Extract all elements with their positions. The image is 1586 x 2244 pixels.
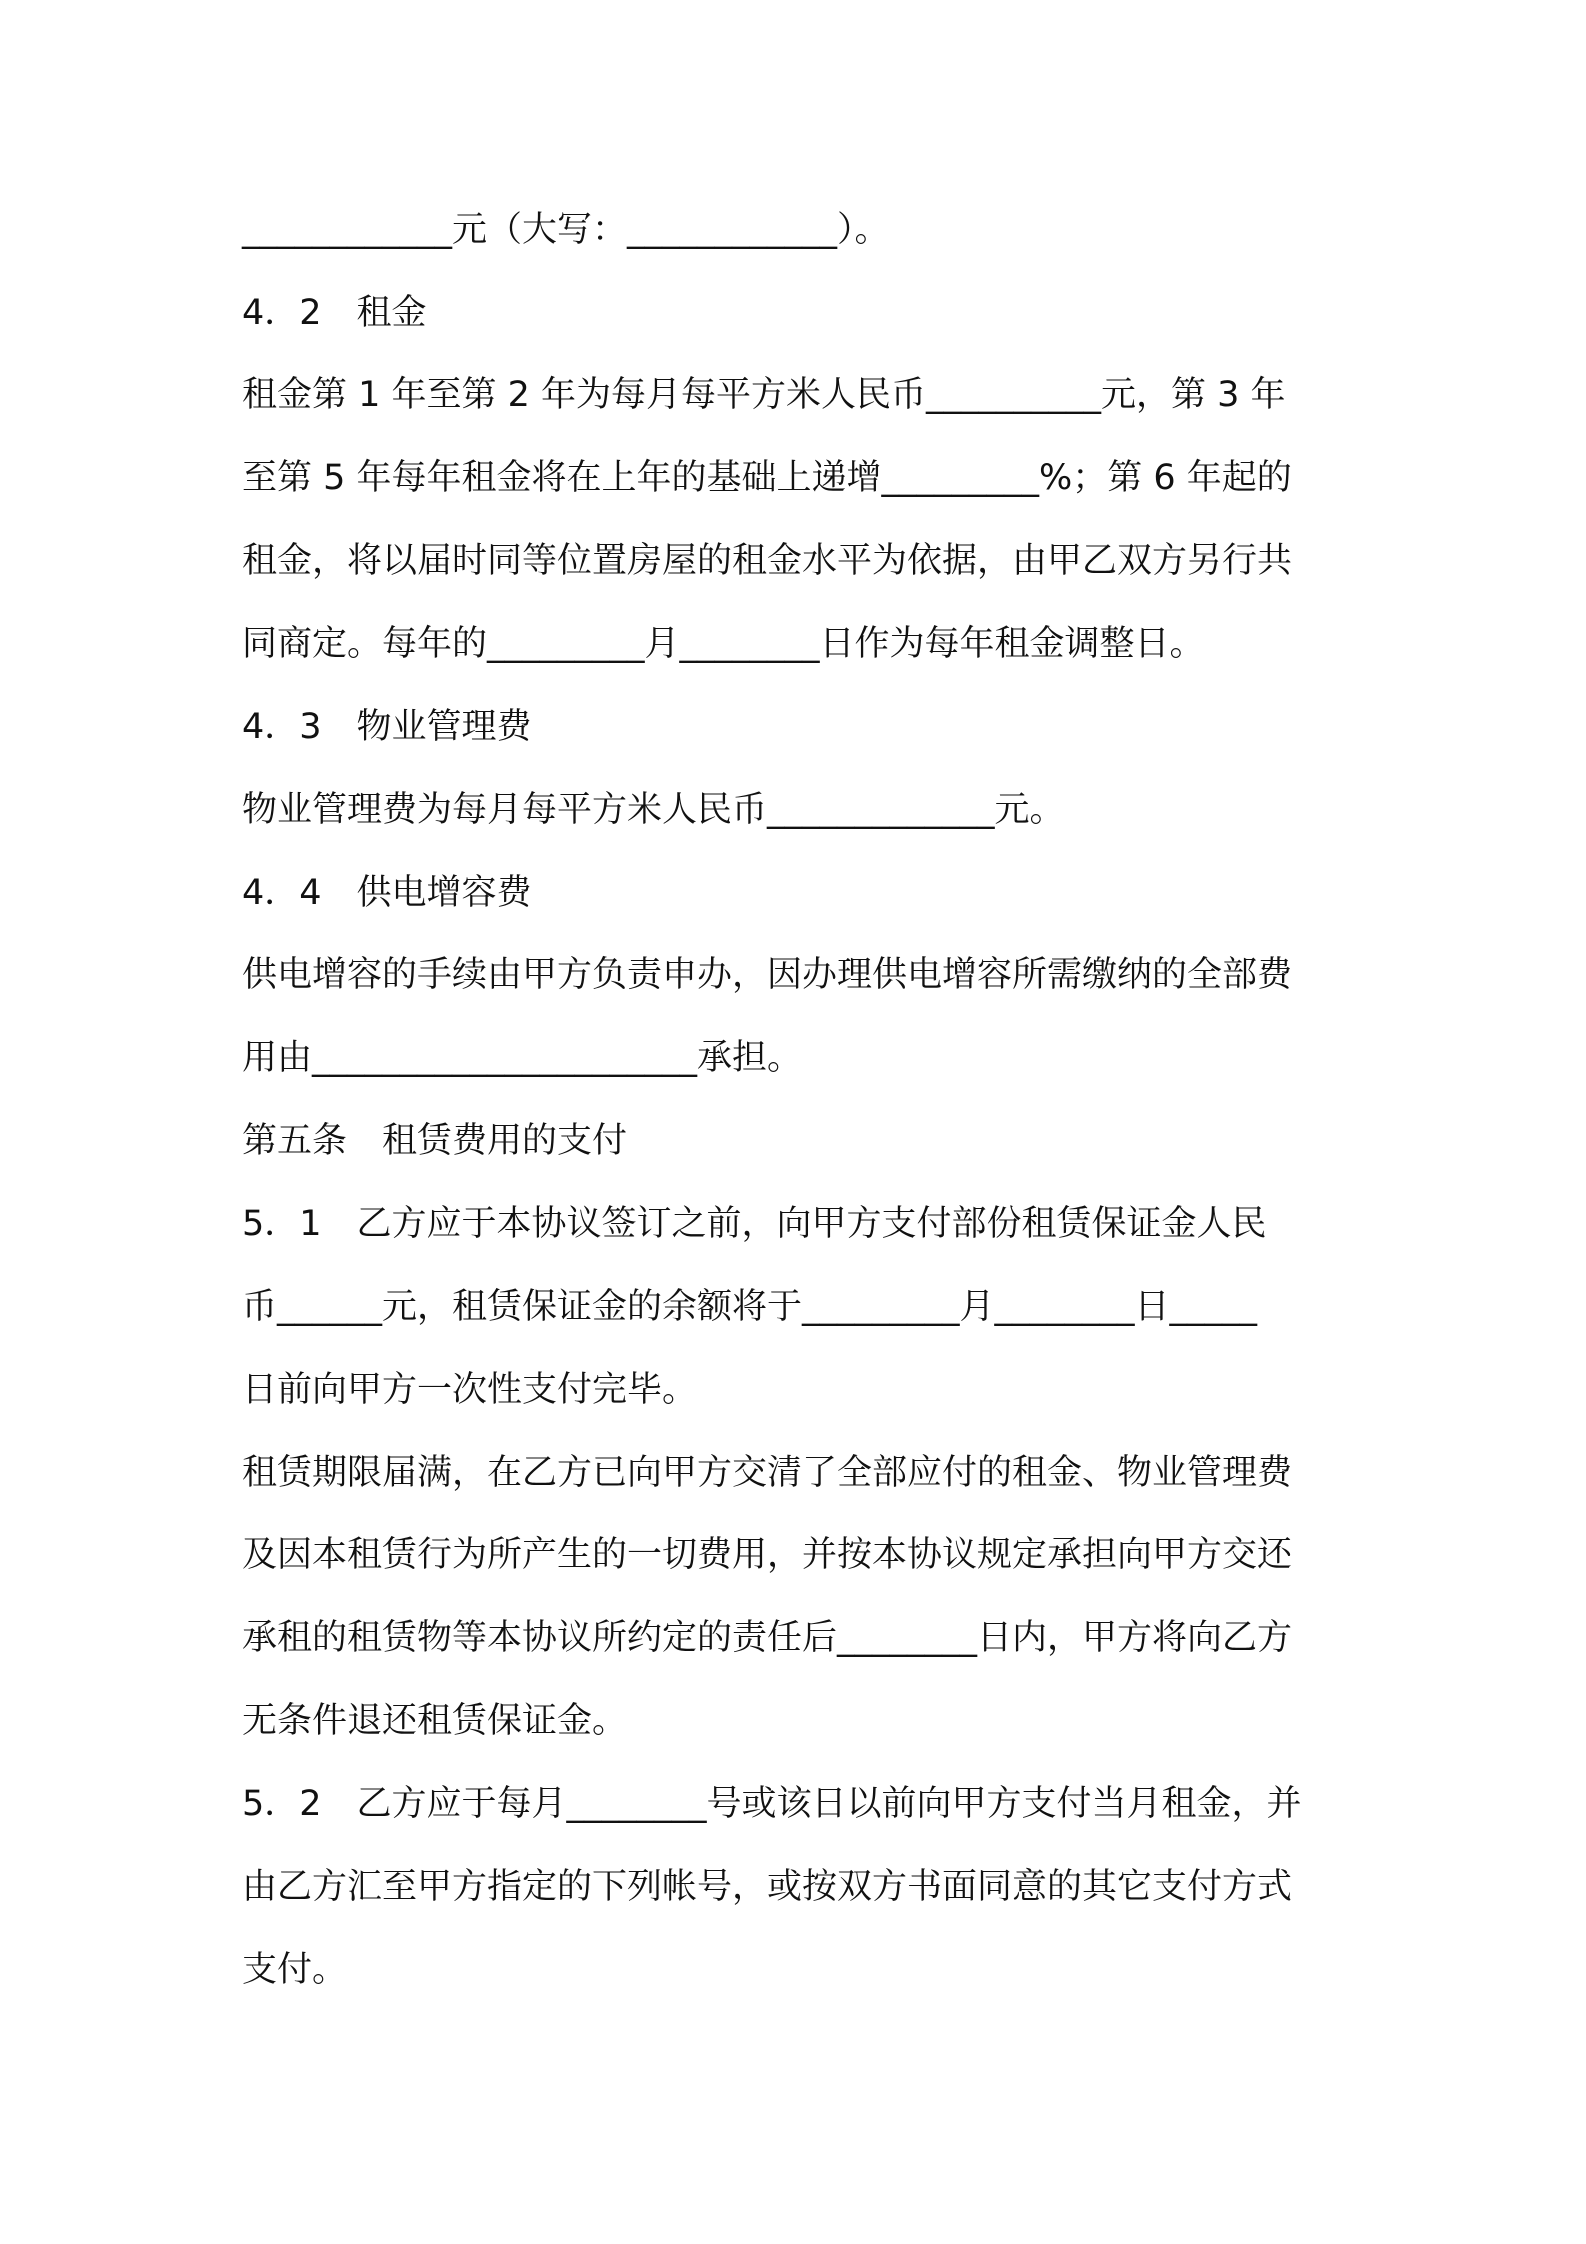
- deposit-refund-line-1: 租赁期限届满，在乙方已向甲方交清了全部应付的租金、物业管理费: [242, 1453, 1293, 1493]
- rent-paragraph-line-3: 租金，将以届时同等位置房屋的租金水平为依据，由甲乙双方另行共: [242, 541, 1293, 581]
- section-5-2-line-2: 由乙方汇至甲方指定的下列帐号，或按双方书面同意的其它支付方式: [242, 1867, 1293, 1907]
- section-5-1-line-3: 日前向甲方一次性支付完毕。: [242, 1370, 698, 1410]
- section-5-1-line-1: 5．1 乙方应于本协议签订之前，向甲方支付部份租赁保证金人民: [242, 1204, 1267, 1244]
- power-capacity-line-1: 供电增容的手续由甲方负责申办，因办理供电增容所需缴纳的全部费: [242, 955, 1293, 995]
- deposit-refund-line-2: 及因本租赁行为所产生的一切费用，并按本协议规定承担向甲方交还: [242, 1535, 1293, 1575]
- section-5-1-line-2: 币______元，租赁保证金的余额将于_________月________日_____: [242, 1287, 1258, 1327]
- article-5-heading: 第五条 租赁费用的支付: [242, 1121, 628, 1161]
- section-4-2-heading: 4．2 租金: [242, 293, 427, 333]
- rent-paragraph-line-4: 同商定。每年的_________月________日作为每年租金调整日。: [242, 624, 1205, 664]
- section-5-2-line-1: 5．2 乙方应于每月________号或该日以前向甲方支付当月租金，并: [242, 1784, 1302, 1824]
- deposit-refund-line-4: 无条件退还租赁保证金。: [242, 1701, 628, 1741]
- power-capacity-line-2: 用由______________________承担。: [242, 1038, 803, 1078]
- rent-paragraph-line-1: 租金第 1 年至第 2 年为每月每平方米人民币__________元，第 3 年: [242, 375, 1286, 415]
- section-4-4-heading: 4．4 供电增容费: [242, 873, 532, 913]
- section-5-2-line-3: 支付。: [242, 1950, 348, 1990]
- rent-paragraph-line-2: 至第 5 年每年租金将在上年的基础上递增_________%；第 6 年起的: [242, 458, 1292, 498]
- property-fee-line: 物业管理费为每月每平方米人民币_____________元。: [242, 790, 1065, 830]
- section-4-3-heading: 4．3 物业管理费: [242, 707, 532, 747]
- deposit-refund-line-3: 承租的租赁物等本协议所约定的责任后________日内，甲方将向乙方: [242, 1618, 1293, 1658]
- deposit-amount-line: ____________元（大写：____________）。: [242, 210, 890, 250]
